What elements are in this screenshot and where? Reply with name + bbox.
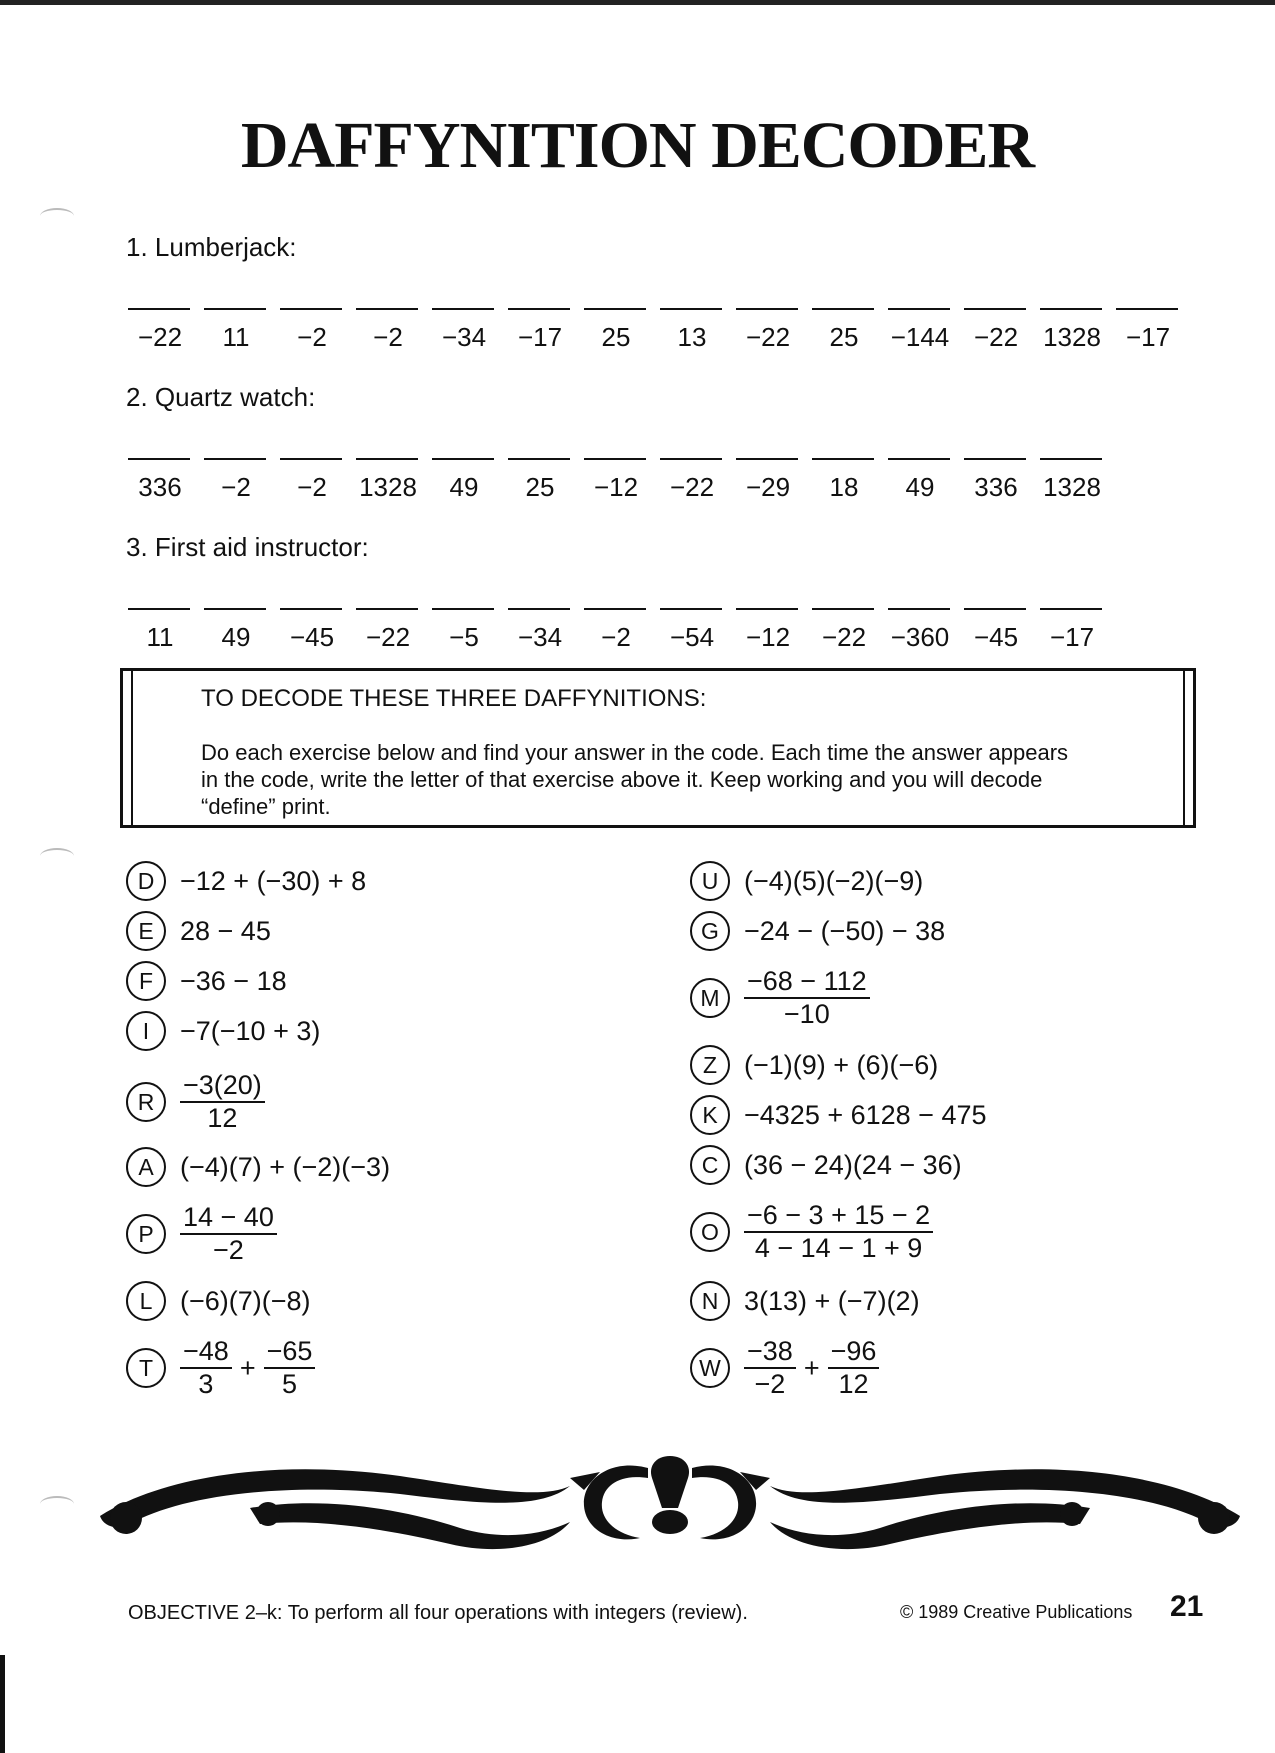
exercise-expression: 3(13) + (−7)(2)	[744, 1285, 920, 1316]
denominator: −10	[783, 999, 830, 1029]
denominator: 3	[198, 1369, 214, 1399]
page-number: 21	[1170, 1590, 1204, 1623]
exercise-letter: O	[690, 1212, 730, 1252]
top-border	[0, 0, 1275, 5]
denominator: 12	[838, 1369, 869, 1399]
code-blank[interactable]: 25	[582, 308, 650, 358]
fraction	[744, 966, 870, 1030]
denominator: 5	[281, 1369, 298, 1399]
code-blank[interactable]: −17	[1038, 608, 1106, 658]
code-blank[interactable]: −45	[278, 608, 346, 658]
exercise-expression	[744, 1336, 879, 1400]
code-blank[interactable]: −2	[278, 308, 346, 358]
code-blank[interactable]: −2	[354, 308, 422, 358]
code-blank[interactable]: 11	[126, 608, 194, 658]
code-blank[interactable]: −22	[810, 608, 878, 658]
scan-edge-bar	[0, 1655, 5, 1753]
code-blank[interactable]: 1328	[1038, 308, 1106, 358]
exercise-expression	[180, 1070, 265, 1134]
fraction	[180, 1336, 232, 1400]
code-blank[interactable]: −22	[126, 308, 194, 358]
copyright-text: © 1989 Creative Publications	[900, 1602, 1133, 1622]
scan-mark	[40, 848, 74, 864]
exercise-expression: −36 − 18	[180, 965, 287, 996]
code-blank[interactable]: −360	[886, 608, 954, 658]
denominator: 12	[207, 1103, 238, 1133]
objective-text: OBJECTIVE 2–k: To perform all four operations with integers (review).	[128, 1602, 748, 1624]
exercise-g	[690, 906, 945, 956]
exercise-expression	[744, 1200, 933, 1264]
numerator: −96	[828, 1336, 880, 1369]
instructions-heading: TO DECODE THESE THREE DAFFYNITIONS:	[201, 685, 707, 712]
code-blank[interactable]: −29	[734, 458, 802, 508]
code-blank[interactable]: −17	[506, 308, 574, 358]
code-blank[interactable]: −5	[430, 608, 498, 658]
exercise-expression: −4325 + 6128 − 475	[744, 1099, 987, 1130]
code-blank[interactable]: 49	[202, 608, 270, 658]
exercise-expression: −12 + (−30) + 8	[180, 865, 367, 896]
exercise-letter: E	[126, 911, 166, 951]
numerator: −65	[264, 1336, 316, 1369]
exercise-letter: A	[126, 1147, 166, 1187]
exercise-letter: R	[126, 1082, 166, 1122]
fraction	[180, 1202, 277, 1266]
numerator: 14 − 40	[180, 1202, 277, 1235]
exercise-letter: M	[690, 978, 730, 1018]
numerator: −68 − 112	[744, 966, 870, 999]
exercise-z	[690, 1040, 938, 1090]
scan-mark	[40, 208, 74, 224]
exercise-m	[690, 966, 870, 1029]
exercise-i	[126, 1006, 320, 1056]
exercise-l	[126, 1276, 311, 1326]
code-blank[interactable]: 18	[810, 458, 878, 508]
exercise-d	[126, 856, 366, 906]
ornament-icon	[100, 1438, 1240, 1558]
exercise-expression	[180, 1336, 315, 1400]
code-blank[interactable]: −22	[962, 308, 1030, 358]
code-blank[interactable]: −22	[734, 308, 802, 358]
code-blank[interactable]: −22	[658, 458, 726, 508]
denominator: 4 − 14 − 1 + 9	[754, 1233, 923, 1263]
exercise-t	[126, 1336, 315, 1399]
plus-operator: +	[239, 1352, 256, 1383]
exercise-expression: (36 − 24)(24 − 36)	[744, 1149, 962, 1180]
code-blank[interactable]: −45	[962, 608, 1030, 658]
numerator: −3(20)	[180, 1070, 265, 1103]
code-blank[interactable]: −22	[354, 608, 422, 658]
code-blank[interactable]: 336	[962, 458, 1030, 508]
exercise-letter: F	[126, 961, 166, 1001]
exercise-expression	[180, 1202, 277, 1266]
code-blank[interactable]: 11	[202, 308, 270, 358]
exercise-e	[126, 906, 271, 956]
exercise-letter: N	[690, 1281, 730, 1321]
code-blank[interactable]: 1328	[354, 458, 422, 508]
code-blank[interactable]: 25	[506, 458, 574, 508]
plus-operator: +	[803, 1352, 820, 1383]
denominator: −2	[754, 1369, 786, 1399]
numerator: −48	[180, 1336, 232, 1369]
numerator: −38	[744, 1336, 796, 1369]
exercise-letter: C	[690, 1145, 730, 1185]
code-blank[interactable]: −2	[202, 458, 270, 508]
code-blank[interactable]: 49	[430, 458, 498, 508]
exercise-letter: K	[690, 1095, 730, 1135]
exercise-o	[690, 1200, 933, 1263]
exercise-expression: (−4)(5)(−2)(−9)	[744, 865, 924, 896]
exercise-c	[690, 1140, 962, 1190]
code-blank[interactable]: 336	[126, 458, 194, 508]
code-blank[interactable]: −144	[886, 308, 954, 358]
exercise-p	[126, 1202, 277, 1265]
fraction	[744, 1200, 933, 1264]
code-blank[interactable]: 25	[810, 308, 878, 358]
exercise-expression: −7(−10 + 3)	[180, 1015, 321, 1046]
exercise-w	[690, 1336, 879, 1399]
box-inner-border-right	[1183, 671, 1185, 825]
exercise-r	[126, 1070, 265, 1133]
exercise-expression: −24 − (−50) − 38	[744, 915, 946, 946]
exercise-letter: G	[690, 911, 730, 951]
code-blank[interactable]: −34	[430, 308, 498, 358]
exercise-expression: (−1)(9) + (6)(−6)	[744, 1049, 939, 1080]
exercise-n	[690, 1276, 920, 1326]
exercise-letter: I	[126, 1011, 166, 1051]
denominator: −2	[213, 1235, 244, 1265]
code-blank[interactable]: −2	[278, 458, 346, 508]
code-blank[interactable]: 1328	[1038, 458, 1106, 508]
scan-mark	[40, 1496, 74, 1512]
exercise-letter: D	[126, 861, 166, 901]
code-blank[interactable]: −17	[1114, 308, 1182, 358]
instructions-body: Do each exercise below and find your answer in the code. Each time the answer appears in the code, write the letter of that exercise above it. Keep working and you will decode “define” print.	[201, 740, 1069, 819]
box-inner-border-left	[131, 671, 133, 825]
question-3-label: 3. First aid instructor:	[126, 532, 369, 562]
code-blank[interactable]: −12	[734, 608, 802, 658]
exercise-expression: 28 − 45	[180, 915, 271, 946]
exercise-k	[690, 1090, 987, 1140]
numerator: −6 − 3 + 15 − 2	[744, 1200, 933, 1233]
page-title: DAFFYNITION DECODER	[240, 109, 1035, 182]
question-2-label: 2. Quartz watch:	[126, 382, 316, 412]
instructions-box	[120, 668, 1196, 828]
exercise-u	[690, 856, 923, 906]
exercise-expression	[744, 966, 870, 1030]
code-blank[interactable]: 13	[658, 308, 726, 358]
exercise-letter: Z	[690, 1045, 730, 1085]
code-blank[interactable]: 49	[886, 458, 954, 508]
exercise-letter: P	[126, 1214, 166, 1254]
exercise-letter: U	[690, 861, 730, 901]
question-1-label: 1. Lumberjack:	[126, 232, 297, 262]
code-blank[interactable]: −12	[582, 458, 650, 508]
exercise-expression: (−4)(7) + (−2)(−3)	[180, 1151, 391, 1182]
fraction	[180, 1070, 265, 1134]
exercise-letter: L	[126, 1281, 166, 1321]
code-blank[interactable]: −54	[658, 608, 726, 658]
fraction	[744, 1336, 796, 1400]
code-blank[interactable]: −34	[506, 608, 574, 658]
fraction	[828, 1336, 880, 1400]
code-blank[interactable]: −2	[582, 608, 650, 658]
exercise-f	[126, 956, 287, 1006]
exercise-letter: W	[690, 1348, 730, 1388]
exercise-letter: T	[126, 1348, 166, 1388]
fraction	[264, 1336, 316, 1400]
exercise-a	[126, 1142, 390, 1192]
exercise-expression: (−6)(7)(−8)	[180, 1285, 311, 1316]
